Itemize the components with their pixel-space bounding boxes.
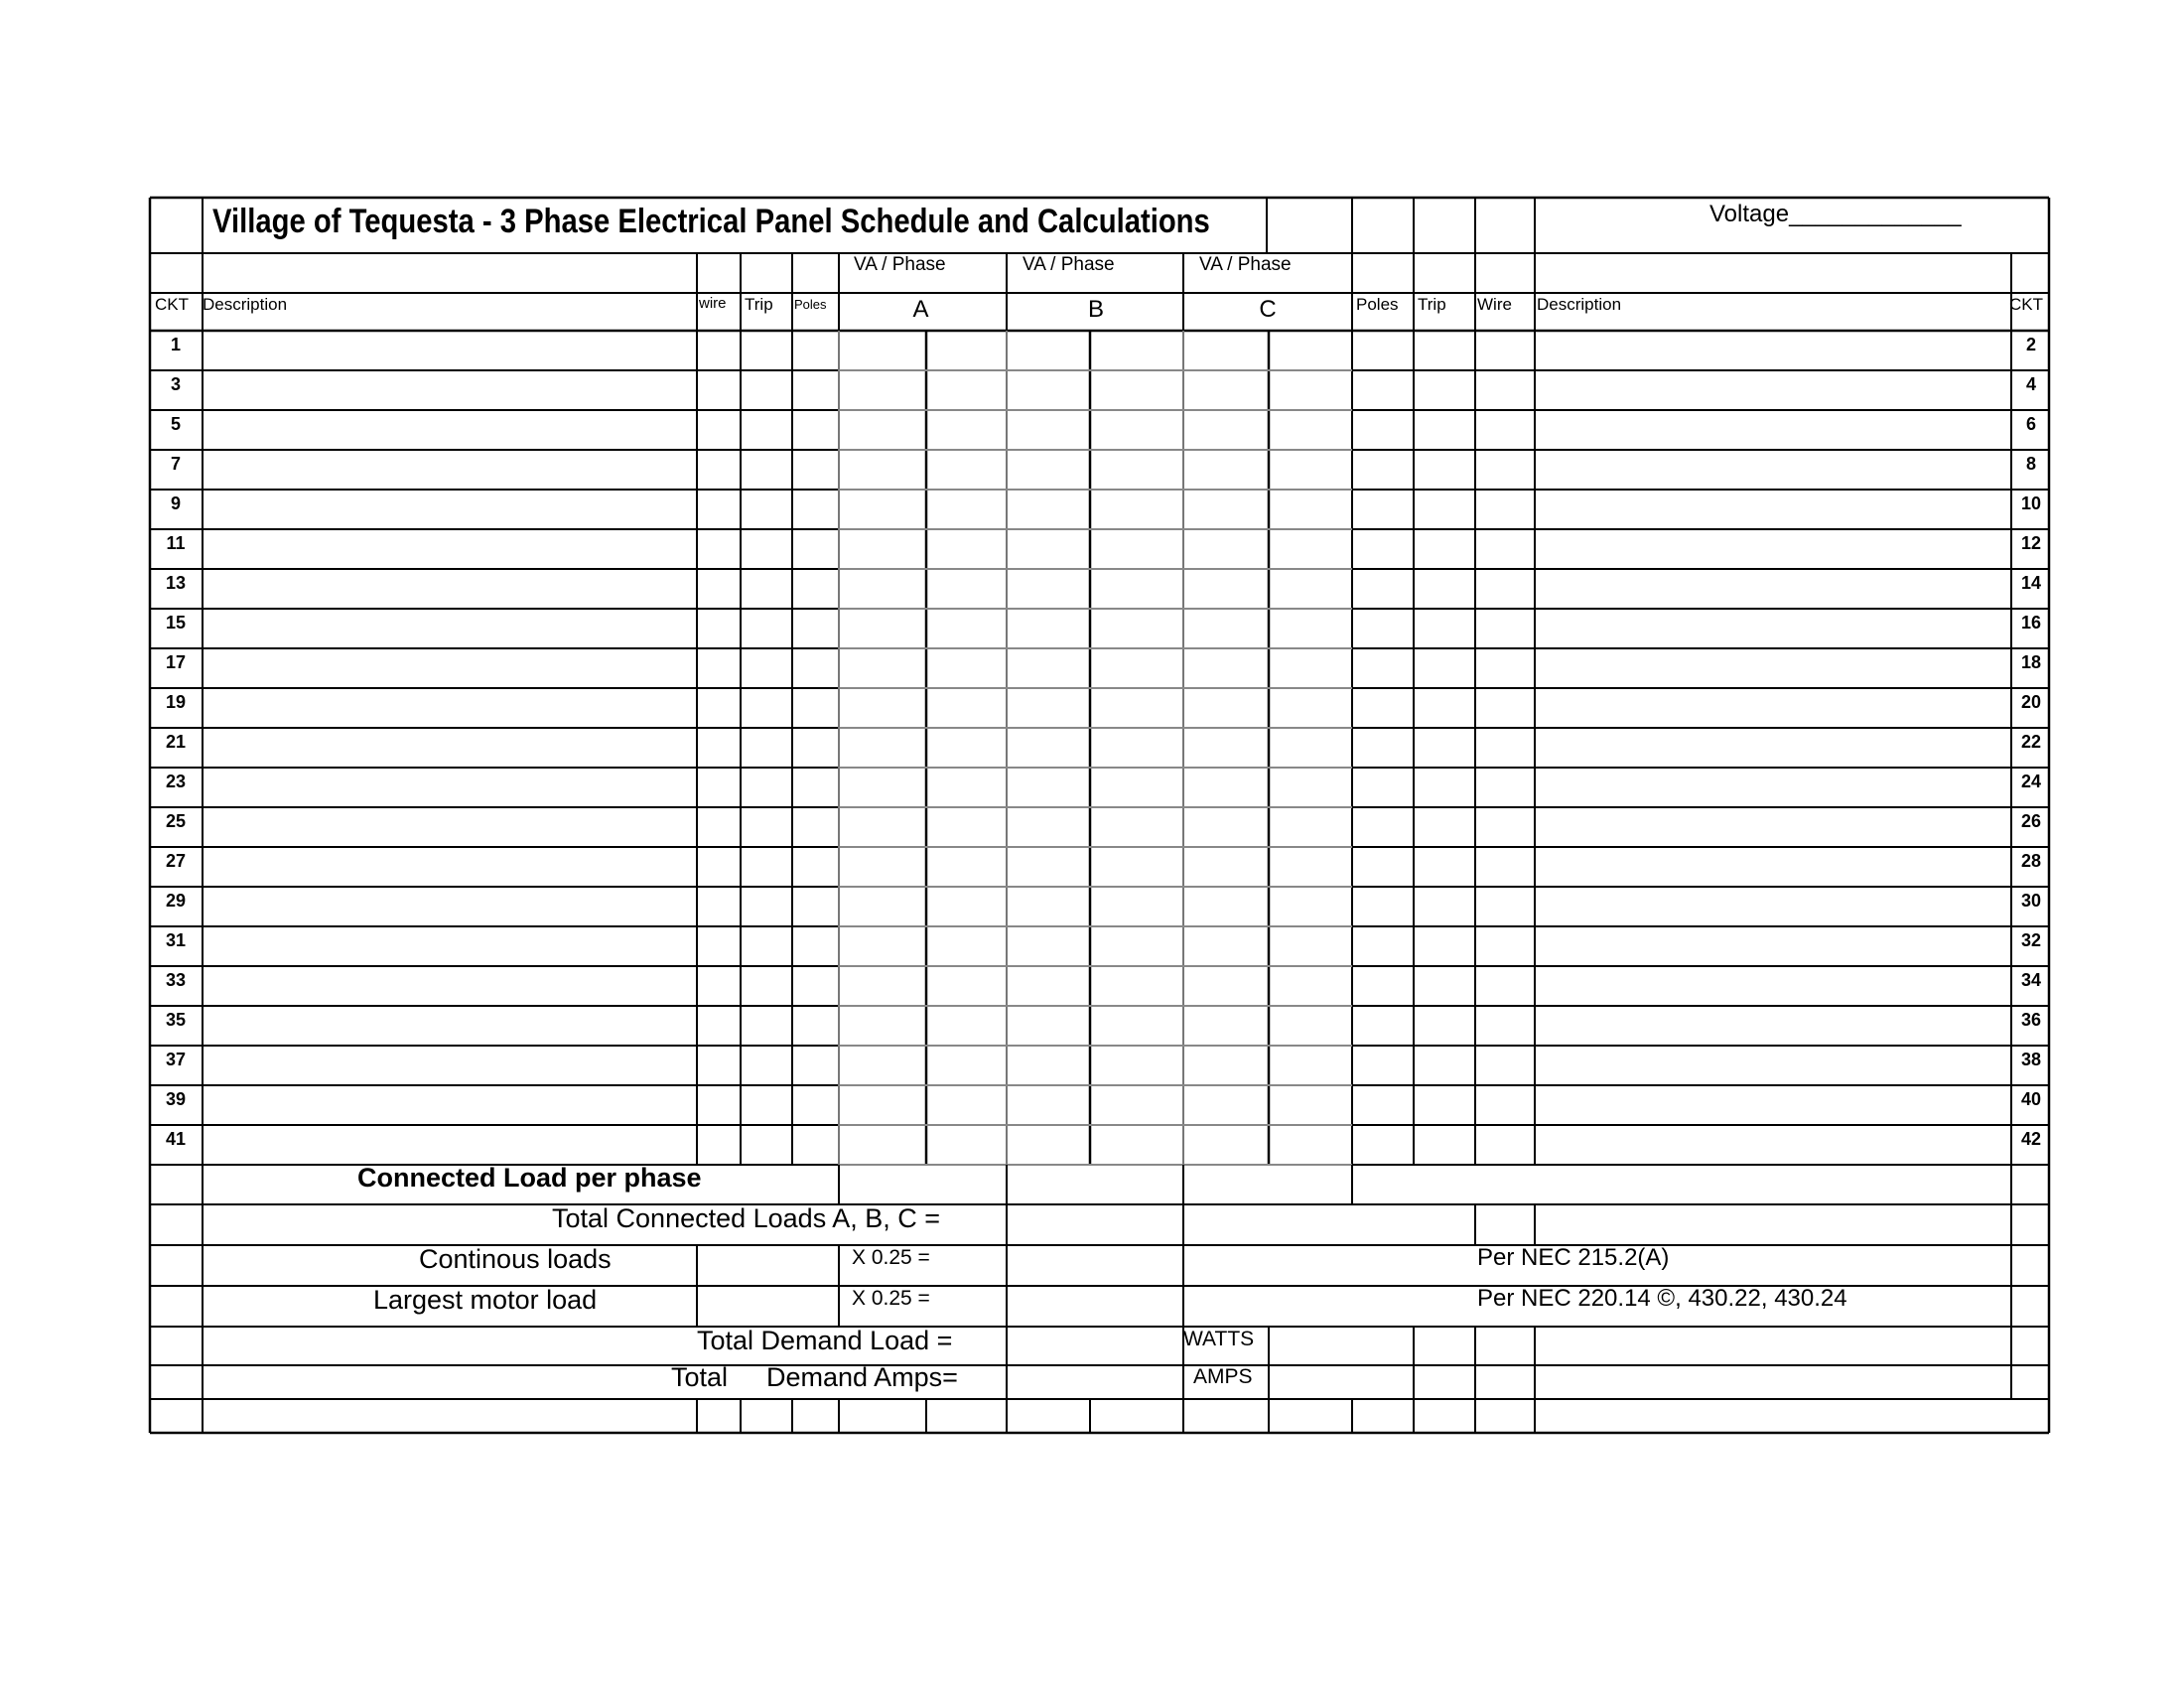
amps-label: AMPS [1193, 1365, 1253, 1388]
right-circuit-number: 36 [2020, 1010, 2042, 1030]
left-circuit-number: 39 [165, 1089, 187, 1109]
page-title: Village of Tequesta - 3 Phase Electrical Panel Schedule and Calculations [212, 203, 1210, 240]
left-circuit-number: 19 [165, 692, 187, 712]
right-circuit-number: 10 [2020, 493, 2042, 513]
left-circuit-number: 13 [165, 573, 187, 593]
right-circuit-number: 34 [2020, 970, 2042, 990]
right-circuit-number: 40 [2020, 1089, 2042, 1109]
voltage-label: Voltage_____________ [1709, 201, 1962, 227]
right-wire-header: Wire [1477, 295, 1512, 314]
left-circuit-number: 31 [165, 930, 187, 950]
right-circuit-number: 28 [2020, 851, 2042, 871]
right-circuit-number: 20 [2020, 692, 2042, 712]
va-phase-c-label: VA / Phase [1199, 254, 1292, 275]
right-circuit-number: 42 [2020, 1129, 2042, 1149]
left-trip-header: Trip [745, 295, 773, 314]
motor-nec-ref: Per NEC 220.14 ©, 430.22, 430.24 [1477, 1285, 1847, 1312]
right-circuit-number: 12 [2020, 533, 2042, 553]
right-circuit-number: 4 [2025, 374, 2036, 394]
continuous-factor: X 0.25 = [852, 1246, 930, 1269]
connected-load-label: Connected Load per phase [357, 1163, 702, 1193]
demand-amps-label: Demand Amps= [766, 1362, 958, 1392]
right-ckt-header: CKT [2009, 295, 2043, 314]
left-circuit-number: 11 [166, 533, 186, 553]
va-phase-a-label: VA / Phase [854, 254, 946, 275]
phase-c-header: C [1259, 296, 1277, 323]
left-circuit-number: 33 [165, 970, 187, 990]
left-circuit-number: 35 [165, 1010, 187, 1030]
right-circuit-number: 32 [2020, 930, 2042, 950]
left-circuit-number: 3 [170, 374, 181, 394]
phase-b-header: B [1087, 296, 1104, 323]
continuous-nec-ref: Per NEC 215.2(A) [1477, 1244, 1670, 1271]
left-circuit-number: 1 [170, 335, 181, 354]
left-circuit-number: 41 [165, 1129, 187, 1149]
continuous-loads-label: Continous loads [419, 1244, 612, 1274]
va-phase-b-label: VA / Phase [1023, 254, 1115, 275]
total-demand-load-label: Total Demand Load = [697, 1326, 953, 1355]
left-ckt-header: CKT [155, 295, 189, 314]
left-poles-header: Poles [794, 297, 827, 312]
left-circuit-number: 29 [165, 891, 187, 911]
left-circuit-number: 15 [165, 613, 187, 633]
left-circuit-number: 9 [170, 493, 181, 513]
right-circuit-number: 38 [2020, 1050, 2042, 1069]
right-circuit-number: 26 [2020, 811, 2042, 831]
right-poles-header: Poles [1356, 295, 1399, 314]
left-circuit-number: 25 [165, 811, 187, 831]
total-label: Total [671, 1362, 729, 1392]
watts-label: WATTS [1183, 1328, 1255, 1350]
left-circuit-number: 17 [165, 652, 187, 672]
left-circuit-number: 27 [165, 851, 187, 871]
left-circuit-number: 5 [170, 414, 181, 434]
motor-factor: X 0.25 = [852, 1287, 930, 1310]
left-circuit-number: 23 [165, 772, 187, 791]
phase-a-header: A [912, 296, 929, 323]
motor-load-label: Largest motor load [373, 1285, 598, 1315]
right-circuit-number: 14 [2020, 573, 2042, 593]
right-circuit-number: 16 [2020, 613, 2042, 633]
total-connected-label: Total Connected Loads A, B, C = [552, 1203, 940, 1233]
right-circuit-number: 6 [2025, 414, 2036, 434]
left-circuit-number: 37 [165, 1050, 187, 1069]
right-circuit-number: 22 [2020, 732, 2042, 752]
right-circuit-number: 24 [2020, 772, 2042, 791]
left-description-header: Description [203, 295, 288, 314]
right-circuit-number: 18 [2020, 652, 2042, 672]
left-circuit-number: 7 [170, 454, 181, 474]
right-circuit-number: 30 [2020, 891, 2042, 911]
right-description-header: Description [1537, 295, 1622, 314]
right-circuit-number: 2 [2025, 335, 2036, 354]
left-wire-header: wire [699, 295, 727, 312]
left-circuit-number: 21 [165, 732, 187, 752]
right-trip-header: Trip [1418, 295, 1446, 314]
right-circuit-number: 8 [2025, 454, 2036, 474]
